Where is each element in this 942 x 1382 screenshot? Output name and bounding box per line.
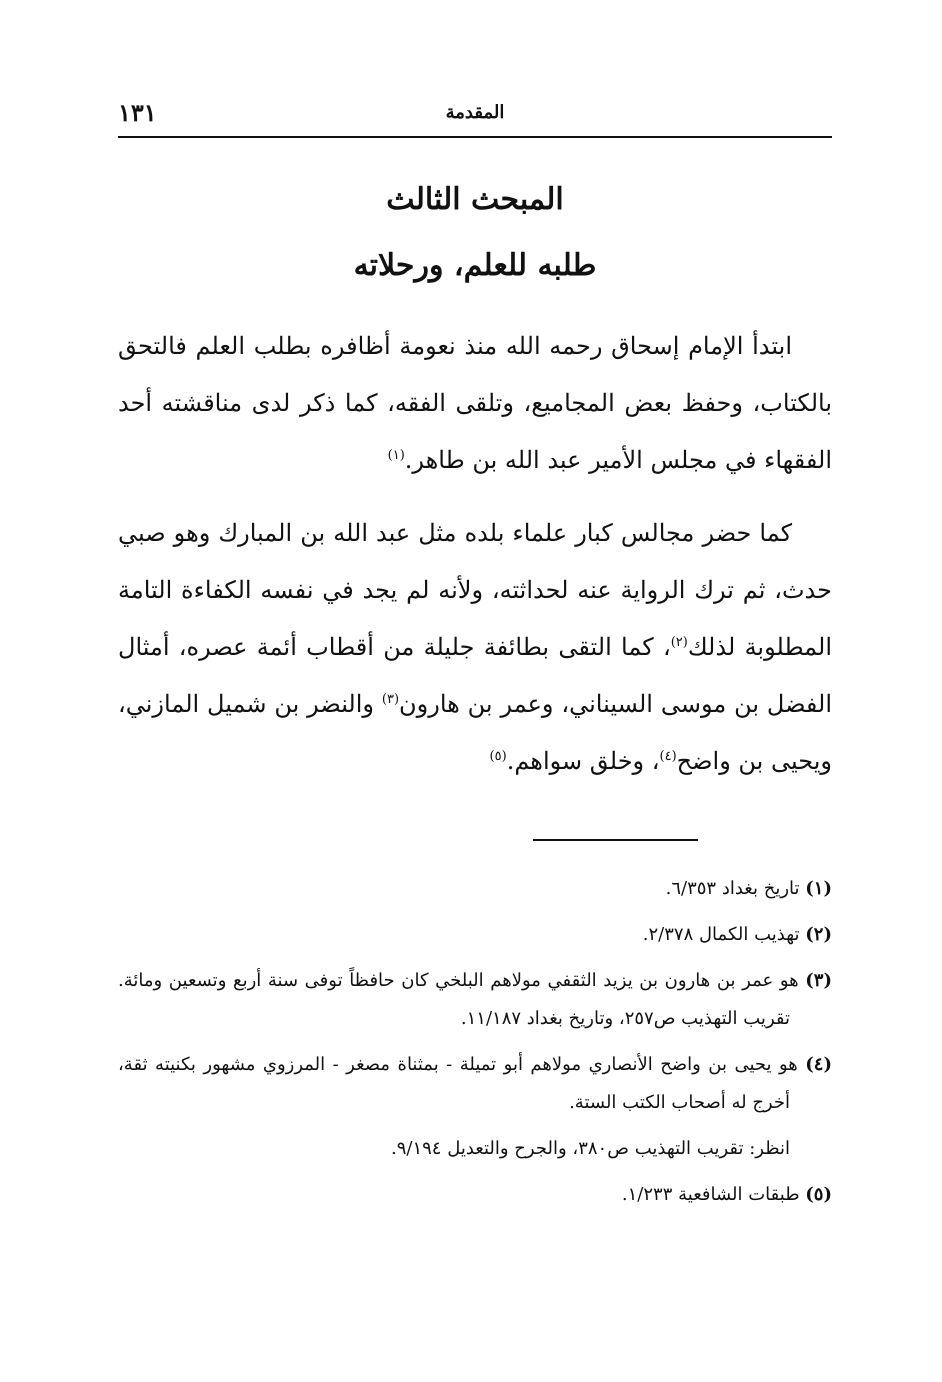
footnote-ref: (٣) [381,692,400,707]
footnote [118,1176,832,1214]
footnote-text: تهذيب الكمال ٢/٣٧٨. [642,924,800,945]
footnote-text: هو عمر بن هارون بن يزيد الثقفي مولاهم البلخي كان حافظاً توفى سنة أربع وتسعين ومائة. تقريب التهذيب ص٢٥٧، وتاريخ بغداد ١١/١٨٧. [118,970,799,1029]
paragraph [118,318,832,489]
chapter-title: المبحث الثالث [386,182,564,217]
running-header [118,96,832,138]
footnote-number: (٥) [805,1184,832,1205]
paragraph-text: ، وخلق سواهم. [506,747,660,775]
paragraph-text: ابتدأ الإمام إسحاق رحمه الله منذ نعومة أظافره بطلب العلم فالتحق بالكتاب، وحفظ بعض المجاميع، وتلقى الفقه، كما ذكر لدى مناقشته أحد الفقهاء في مجلس الأمير عبد الله بن طاهر. [118,332,832,474]
footnote-number: (٤) [805,1054,832,1075]
footnote-ref: (٥) [489,749,507,764]
page-number: ١٣١ [118,98,157,127]
footnote [118,1046,832,1122]
footnote [118,870,832,908]
footnote-number: (٣) [805,970,832,991]
chapter-subtitle: طلبه للعلم، ورحلاته [353,248,597,283]
footnote-ref: (١) [387,448,405,463]
footnotes [118,870,832,1222]
footnote-ref: (٢) [670,635,688,650]
header-title: المقدمة [445,102,505,123]
footnote-number: (٢) [805,924,832,945]
footnote [118,962,832,1038]
footnote-divider [533,839,698,841]
paragraph-text: والنضر بن شميل المازني، ويحيى بن واضح [118,690,832,775]
body-text [118,318,832,806]
paragraph [118,505,832,790]
footnote-number: (١) [805,878,832,899]
footnote-text: هو يحيى بن واضح الأنصاري مولاهم أبو تميلة - بمثناة مصغر - المرزوي مشهور بكنيته ثقة، أخرج له أصحاب الكتب الستة. [118,1054,798,1113]
paragraph-text: ، كما التقى بطائفة جليلة من أقطاب أئمة عصره، أمثال الفضل بن موسى السيناني، وعمر بن هارون [118,633,832,718]
footnote-ref: (٤) [659,749,677,764]
footnote [118,916,832,954]
footnote-text: تاريخ بغداد ٦/٣٥٣. [665,878,800,899]
footnote-continuation: انظر: تقريب التهذيب ص٣٨٠، والجرح والتعديل ٩/١٩٤. [391,1138,790,1159]
paragraph-text: كما حضر مجالس كبار علماء بلده مثل عبد الله بن المبارك وهو صبي حدث، ثم ترك الرواية عنه لحداثته، ولأنه لم يجد في نفسه الكفاءة التامة المطلوبة لذلك [118,519,832,661]
footnote-text: طبقات الشافعية ١/٢٣٣. [621,1184,800,1205]
